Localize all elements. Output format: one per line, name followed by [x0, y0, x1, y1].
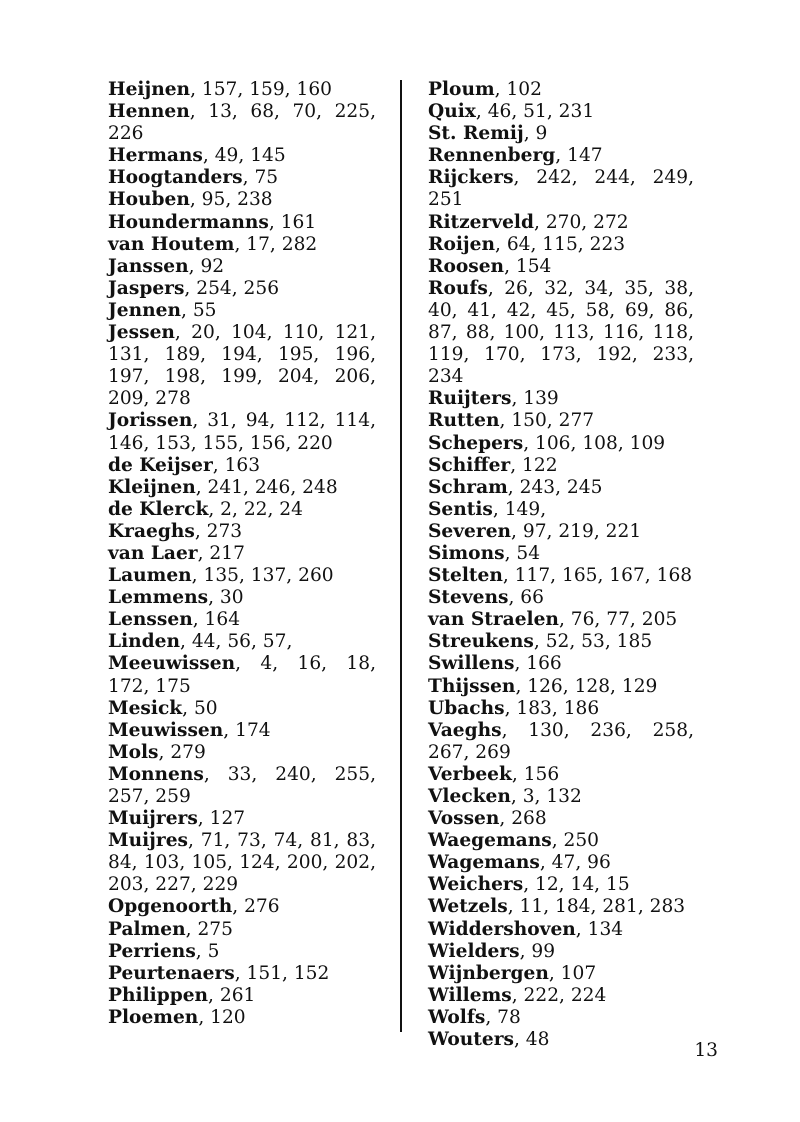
index-entry	[108, 455, 376, 477]
entry-pages: , 71, 73, 74, 81, 83, 84, 103, 105, 124, 200, 202, 203, 227, 229	[108, 830, 376, 896]
entry-pages: , 156	[511, 763, 560, 785]
entry-pages: , 75	[242, 167, 279, 189]
entry-name: Linden	[108, 631, 181, 653]
index-entry	[108, 101, 376, 145]
index-entry	[108, 830, 376, 896]
entry-name: Jaspers	[108, 277, 185, 299]
entry-pages: , 49, 145	[202, 145, 286, 167]
entry-pages: , 241, 246, 248	[195, 476, 338, 498]
index-entry	[108, 212, 376, 234]
entry-pages: , 150, 277	[499, 410, 595, 432]
entry-name: Ritzerveld	[428, 211, 534, 233]
entry-name: Hennen	[108, 101, 190, 123]
entry-name: Stevens	[428, 587, 509, 609]
entry-name: Hermans	[108, 145, 203, 167]
index-column-right	[428, 79, 694, 1051]
entry-name: van Straelen	[428, 609, 559, 631]
entry-pages: , 92	[188, 255, 225, 277]
index-entry	[108, 720, 376, 742]
entry-name: de Keijser	[108, 454, 213, 476]
index-entry	[108, 985, 376, 1007]
entry-pages: , 107	[548, 962, 597, 984]
entry-pages: , 261	[208, 984, 256, 1006]
index-entry	[108, 543, 376, 565]
entry-name: Mesick	[108, 697, 183, 719]
entry-pages: , 30	[208, 587, 244, 609]
entry-pages: , 31, 94, 112, 114, 146, 153, 155, 156, 220	[108, 410, 376, 454]
entry-pages: , 149,	[492, 498, 547, 520]
index-entry	[428, 433, 694, 455]
entry-name: Roosen	[428, 255, 505, 277]
entry-pages: , 139	[511, 388, 559, 410]
entry-pages: , 134	[575, 918, 624, 940]
entry-name: Lenssen	[108, 609, 193, 631]
index-entry	[428, 145, 694, 167]
index-entry	[108, 234, 376, 256]
entry-name: Waegemans	[428, 830, 552, 852]
entry-pages: , 13, 68, 70, 225, 226	[108, 101, 376, 145]
entry-name: Ubachs	[428, 697, 505, 719]
index-entry	[428, 212, 694, 234]
entry-name: Schiffer	[428, 454, 511, 476]
entry-pages: , 183, 186	[504, 697, 600, 719]
entry-name: Meeuwissen	[108, 653, 236, 675]
entry-pages: , 106, 108, 109	[523, 432, 666, 454]
entry-name: Philippen	[108, 984, 209, 1006]
entry-pages: , 44, 56, 57,	[180, 631, 293, 653]
index-entry	[428, 676, 694, 698]
entry-name: Schram	[428, 476, 508, 498]
entry-pages: , 276	[232, 896, 280, 918]
entry-pages: , 26, 32, 34, 35, 38, 40, 41, 42, 45, 58, 69, 86, 87, 88, 100, 113, 116, 118, 119, 170, 173, 192, 233, 234	[428, 277, 694, 388]
index-entry	[428, 79, 694, 101]
entry-pages: , 222, 224	[511, 984, 607, 1006]
entry-name: Jessen	[108, 322, 175, 344]
entry-name: Monnens	[108, 763, 204, 785]
index-entry	[108, 477, 376, 499]
index-entry	[108, 609, 376, 631]
entry-pages: , 254, 256	[184, 277, 280, 299]
entry-name: Rennenberg	[428, 145, 556, 167]
entry-name: Severen	[428, 520, 512, 542]
entry-pages: , 151, 152	[234, 962, 330, 984]
entry-pages: , 250	[551, 830, 599, 852]
entry-name: Mols	[108, 741, 159, 763]
index-entry	[428, 698, 694, 720]
entry-pages: , 55	[181, 299, 217, 321]
entry-pages: , 273	[194, 520, 243, 542]
index-entry	[428, 587, 694, 609]
index-entry	[428, 919, 694, 941]
entry-pages: , 147	[555, 145, 603, 167]
index-entry	[428, 123, 694, 145]
index-entry	[428, 388, 694, 410]
entry-pages: , 33, 240, 255, 257, 259	[108, 763, 376, 807]
index-entry	[428, 234, 694, 256]
index-entry	[428, 278, 694, 388]
entry-pages: , 161	[268, 211, 317, 233]
entry-pages: , 11, 184, 281, 283	[507, 896, 686, 918]
entry-name: Widdershoven	[428, 918, 576, 940]
entry-name: Hoogtanders	[108, 167, 243, 189]
entry-pages: , 154	[504, 255, 552, 277]
index-entry	[428, 565, 694, 587]
index-entry	[428, 852, 694, 874]
index-entry	[428, 653, 694, 675]
entry-name: Lemmens	[108, 587, 209, 609]
entry-name: Vlecken	[428, 786, 511, 807]
index-entry	[108, 631, 376, 653]
index-entry	[428, 499, 694, 521]
index-entry	[108, 410, 376, 454]
entry-name: Heijnen	[108, 79, 191, 100]
entry-pages: , 17, 282	[234, 233, 318, 255]
entry-name: Rijckers	[428, 167, 514, 189]
index-entry	[108, 300, 376, 322]
entry-name: Verbeek	[428, 763, 512, 785]
entry-pages: , 275	[185, 918, 233, 940]
page-number: 13	[694, 1040, 718, 1061]
index-entry	[428, 609, 694, 631]
entry-pages: , 54	[504, 542, 541, 564]
index-entry	[428, 543, 694, 565]
entry-pages: , 157, 159, 160	[190, 79, 332, 100]
entry-pages: , 50	[182, 697, 218, 719]
index-entry	[108, 698, 376, 720]
index-entry	[428, 455, 694, 477]
entry-name: Opgenoorth	[108, 896, 233, 918]
index-entry	[428, 808, 694, 830]
index-entry	[108, 256, 376, 278]
entry-name: Vossen	[428, 808, 500, 830]
entry-name: Kleijnen	[108, 476, 196, 498]
entry-pages: , 166	[514, 653, 562, 675]
entry-name: Palmen	[108, 918, 186, 940]
index-entry	[428, 963, 694, 985]
entry-name: Swillens	[428, 653, 515, 675]
entry-pages: , 20, 104, 110, 121, 131, 189, 194, 195, 196, 197, 198, 199, 204, 206, 209, 278	[108, 322, 376, 410]
index-entry	[108, 79, 376, 101]
index-entry	[428, 941, 694, 963]
index-entry	[428, 830, 694, 852]
entry-name: Meuwissen	[108, 719, 224, 741]
entry-pages: , 217	[197, 542, 245, 564]
index-entry	[108, 565, 376, 587]
index-entry	[428, 985, 694, 1007]
index-entry	[108, 189, 376, 211]
index-entry	[108, 742, 376, 764]
index-entry	[428, 786, 694, 808]
entry-name: Wagemans	[428, 852, 540, 874]
entry-name: St. Remij	[428, 123, 524, 145]
entry-name: Peurtenaers	[108, 962, 235, 984]
entry-pages: , 117, 165, 167, 168	[502, 565, 693, 587]
entry-pages: , 66	[508, 587, 544, 609]
entry-name: Roufs	[428, 277, 488, 299]
index-entry	[428, 477, 694, 499]
index-entry	[108, 278, 376, 300]
index-entry	[108, 499, 376, 521]
entry-name: Muijres	[108, 830, 188, 852]
entry-pages: , 163	[212, 454, 261, 476]
index-entry	[108, 322, 376, 410]
index-entry	[428, 874, 694, 896]
entry-name: Simons	[428, 542, 505, 564]
entry-name: Laumen	[108, 565, 192, 587]
entry-name: Streukens	[428, 631, 534, 653]
entry-name: Perriens	[108, 940, 196, 962]
entry-pages: , 242, 244, 249, 251	[428, 167, 694, 211]
index-entry	[428, 631, 694, 653]
entry-pages: , 47, 96	[539, 852, 611, 874]
entry-pages: , 48	[513, 1029, 550, 1051]
entry-name: Willems	[428, 984, 512, 1006]
entry-pages: , 78	[485, 1006, 521, 1028]
entry-pages: , 270, 272	[534, 211, 629, 233]
entry-pages: , 64, 115, 223	[495, 233, 626, 255]
entry-pages: , 2, 22, 24	[208, 498, 303, 520]
entry-pages: , 76, 77, 205	[558, 609, 678, 631]
index-entry	[108, 587, 376, 609]
index-entry	[108, 896, 376, 918]
entry-name: Wetzels	[428, 896, 508, 918]
index-entry	[108, 941, 376, 963]
index-entry	[428, 256, 694, 278]
entry-name: Houben	[108, 189, 190, 211]
index-entry	[428, 167, 694, 211]
entry-pages: , 102	[494, 79, 542, 100]
entry-pages: , 3, 132	[510, 786, 582, 807]
entry-pages: , 52, 53, 185	[533, 631, 653, 653]
entry-name: Wouters	[428, 1029, 514, 1051]
entry-name: Houndermanns	[108, 211, 269, 233]
entry-name: Wielders	[428, 940, 520, 962]
index-entry	[428, 101, 694, 123]
entry-name: Wijnbergen	[428, 962, 549, 984]
entry-name: Ploemen	[108, 1006, 199, 1028]
entry-pages: , 95, 238	[189, 189, 273, 211]
entry-name: Stelten	[428, 565, 503, 587]
entry-name: Wolfs	[428, 1006, 486, 1028]
entry-name: Muijrers	[108, 808, 198, 830]
index-entry	[108, 521, 376, 543]
index-entry	[108, 919, 376, 941]
index-entry	[108, 167, 376, 189]
entry-pages: , 174	[223, 719, 271, 741]
index-entry	[428, 1029, 694, 1051]
index-entry	[428, 764, 694, 786]
entry-name: Janssen	[108, 255, 189, 277]
index-entry	[428, 1007, 694, 1029]
entry-pages: , 243, 245	[507, 476, 603, 498]
index-entry	[108, 963, 376, 985]
entry-name: Kraeghs	[108, 520, 195, 542]
index-entry	[108, 653, 376, 697]
entry-pages: , 122	[510, 454, 558, 476]
entry-name: Vaeghs	[428, 719, 502, 741]
entry-pages: , 126, 128, 129	[515, 675, 658, 697]
entry-pages: , 99	[519, 940, 556, 962]
entry-pages: , 120	[198, 1006, 246, 1028]
entry-pages: , 164	[192, 609, 241, 631]
entry-name: Weichers	[428, 874, 524, 896]
entry-pages: , 130, 236, 258, 267, 269	[428, 719, 694, 763]
entry-name: Jorissen	[108, 410, 193, 432]
entry-pages: , 12, 14, 15	[523, 874, 630, 896]
index-entry	[428, 521, 694, 543]
entry-pages: , 127	[197, 808, 246, 830]
index-entry	[428, 896, 694, 918]
index-entry	[108, 808, 376, 830]
entry-pages: , 9	[523, 123, 548, 145]
entry-name: de Klerck	[108, 498, 209, 520]
index-column-left	[108, 79, 376, 1029]
entry-name: Ploum	[428, 79, 495, 100]
index-entry	[108, 764, 376, 808]
entry-name: Quix	[428, 101, 476, 123]
index-entry	[428, 720, 694, 764]
index-entry	[428, 410, 694, 432]
entry-name: Roijen	[428, 233, 495, 255]
entry-name: Jennen	[108, 299, 182, 321]
entry-name: Rutten	[428, 410, 500, 432]
entry-pages: , 135, 137, 260	[191, 565, 334, 587]
entry-name: Schepers	[428, 432, 524, 454]
index-entry	[108, 145, 376, 167]
entry-pages: , 268	[499, 808, 547, 830]
entry-pages: , 279	[158, 741, 206, 763]
entry-name: Thijssen	[428, 675, 516, 697]
entry-pages: , 97, 219, 221	[511, 520, 642, 542]
entry-name: van Laer	[108, 542, 198, 564]
entry-pages: , 4, 16, 18, 172, 175	[108, 653, 376, 697]
column-divider	[400, 80, 402, 1032]
entry-pages: , 5	[195, 940, 220, 962]
entry-name: Ruijters	[428, 388, 512, 410]
index-entry	[108, 1007, 376, 1029]
entry-pages: , 46, 51, 231	[475, 101, 595, 123]
entry-name: Sentis	[428, 498, 493, 520]
entry-name: van Houtem	[108, 233, 235, 255]
